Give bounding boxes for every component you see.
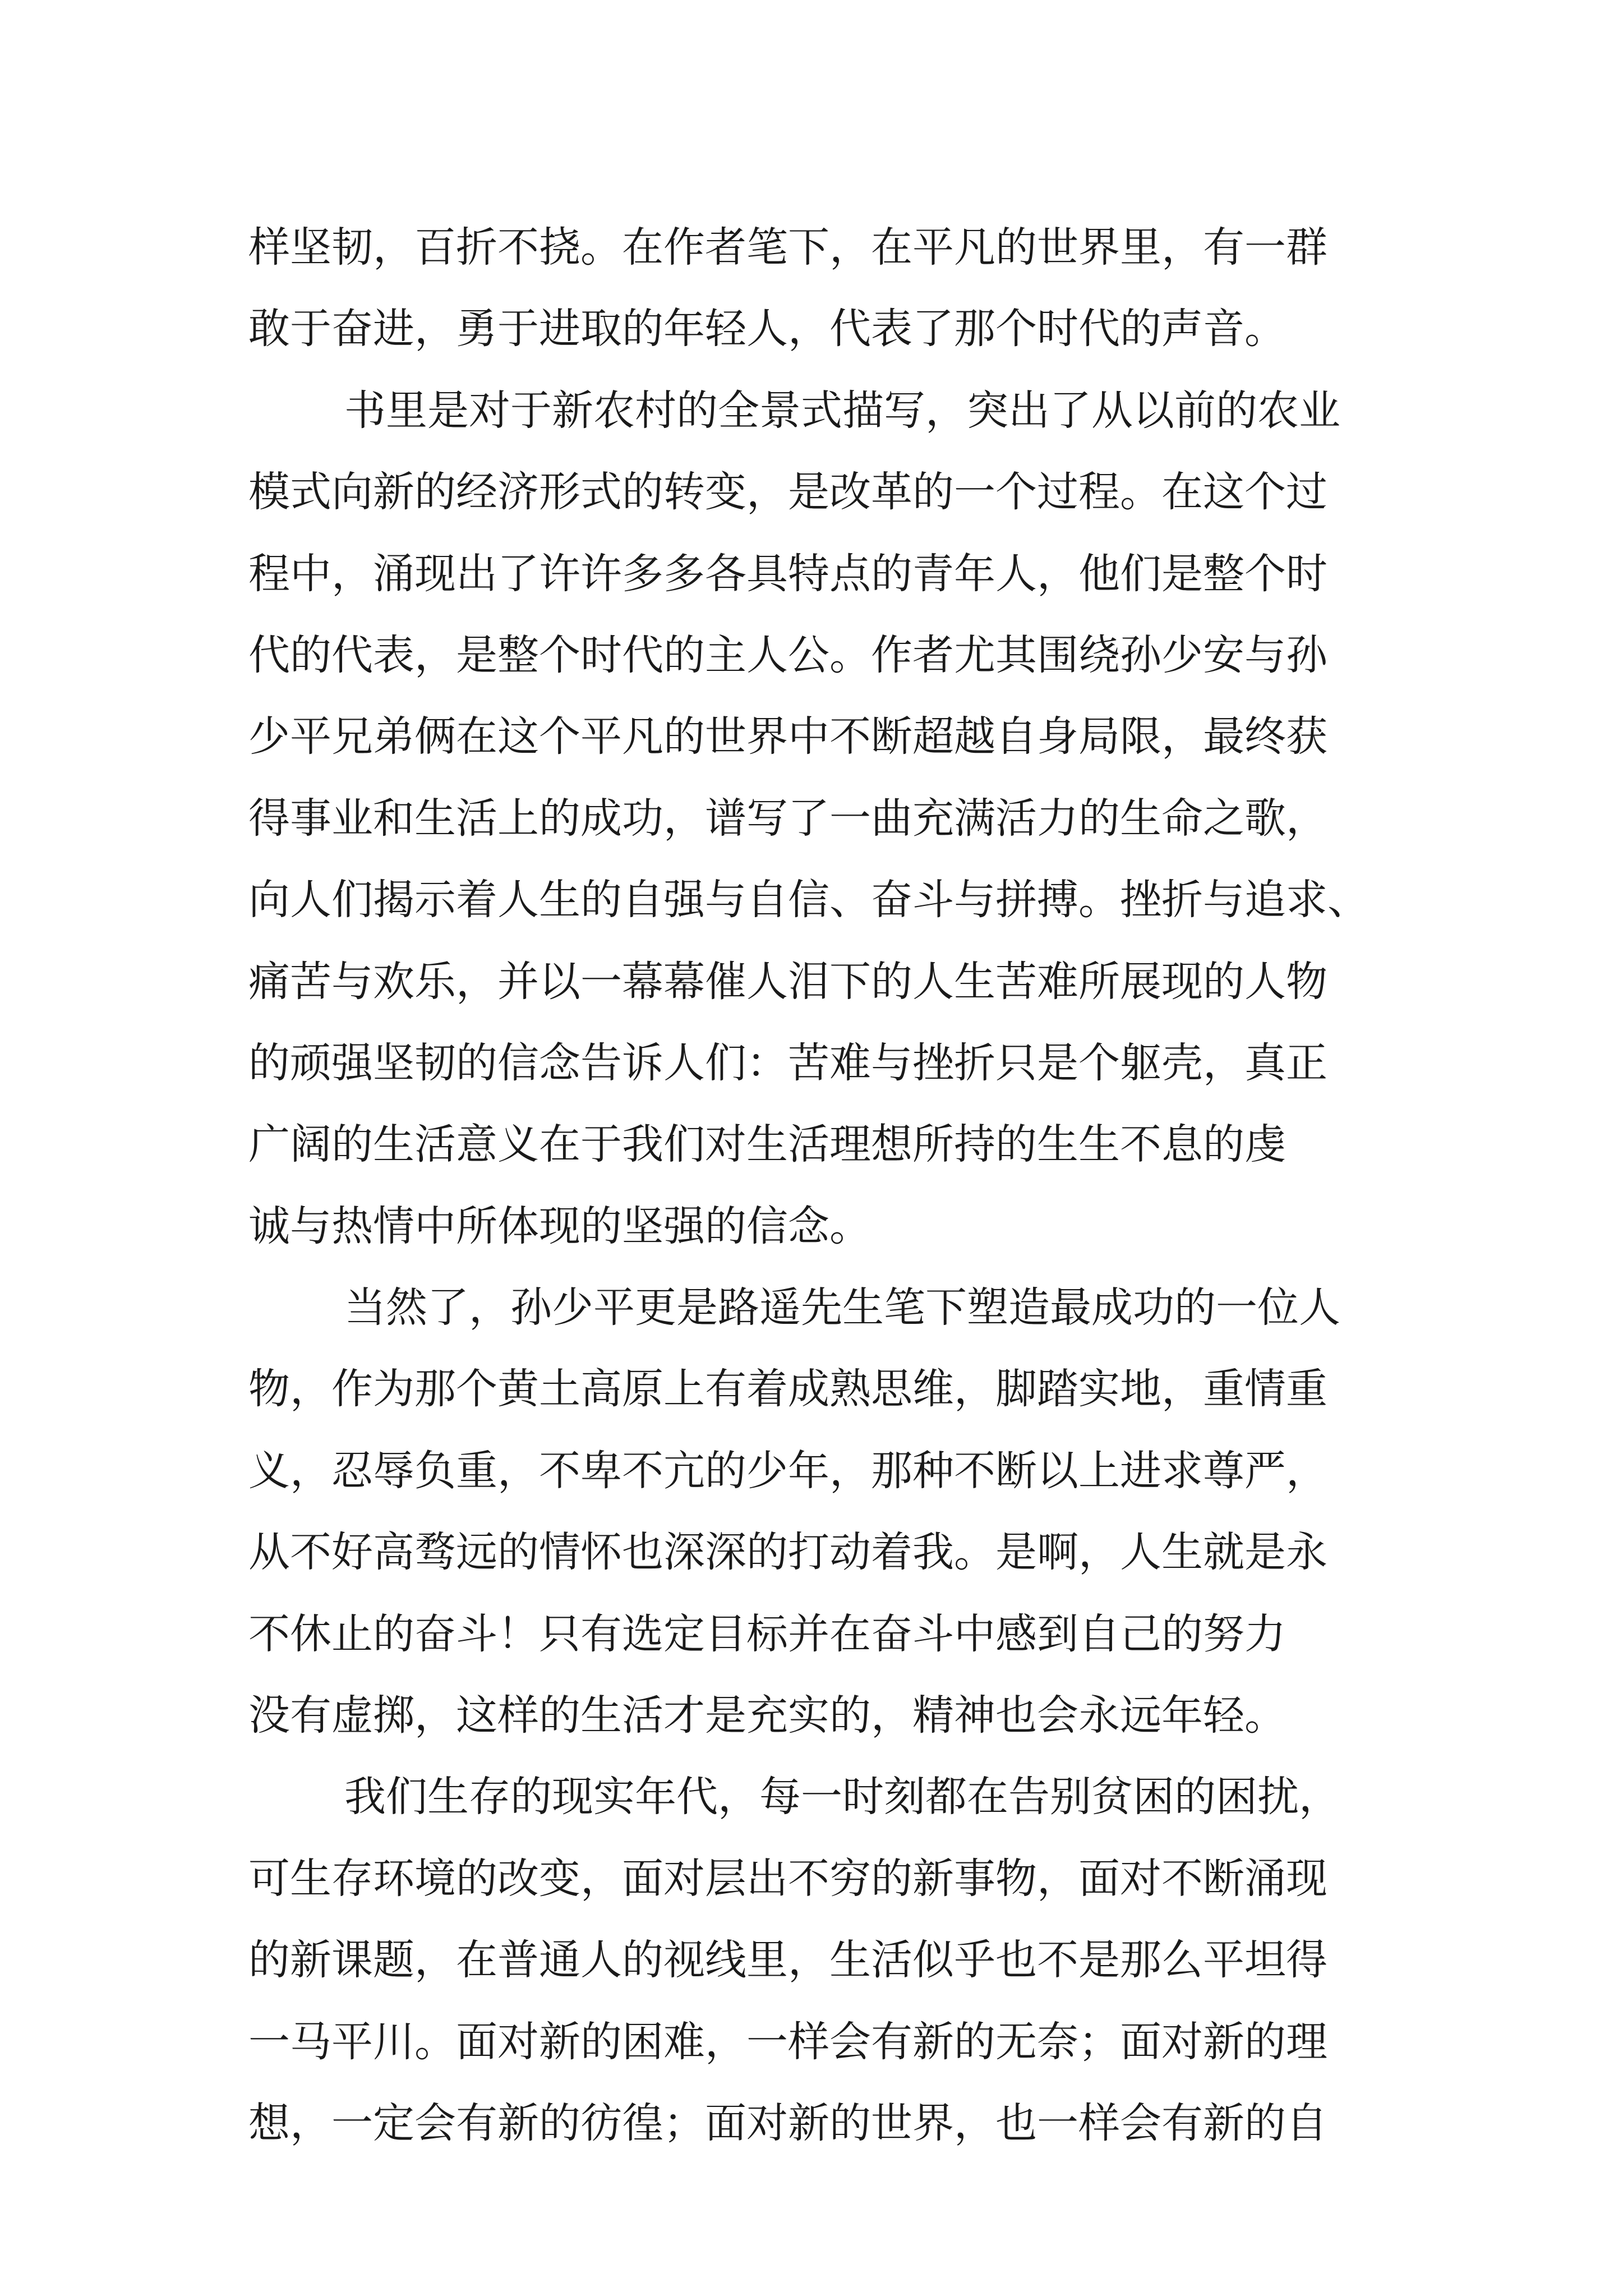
text-line: 得事业和生活上的成功，谱写了一曲充满活力的生命之歌， xyxy=(248,794,1327,843)
paragraph-first-line: 当然了，孙少平更是路遥先生笔下塑造最成功的一位人 xyxy=(344,1283,1340,1332)
text-line: 少平兄弟俩在这个平凡的世界中不断超越自身局限，最终获 xyxy=(248,712,1327,761)
text-line: 从不好高骛远的情怀也深深的打动着我。是啊，人生就是永 xyxy=(248,1528,1327,1577)
text-line: 不休止的奋斗！只有选定目标并在奋斗中感到自己的努力 xyxy=(248,1609,1286,1658)
text-line: 物，作为那个黄土高原上有着成熟思维，脚踏实地，重情重 xyxy=(248,1365,1327,1414)
text-line: 没有虚掷，这样的生活才是充实的，精神也会永远年轻。 xyxy=(248,1691,1286,1740)
text-line: 一马平川。面对新的困难，一样会有新的无奈；面对新的理 xyxy=(248,2017,1327,2066)
text-line: 敢于奋进，勇于进取的年轻人，代表了那个时代的声音。 xyxy=(248,305,1286,353)
text-line: 广阔的生活意义在于我们对生活理想所持的生生不息的虔 xyxy=(248,1120,1286,1169)
text-line: 程中，涌现出了许许多多各具特点的青年人，他们是整个时 xyxy=(248,549,1327,598)
paragraph-first-line: 书里是对于新农村的全景式描写，突出了从以前的农业 xyxy=(344,386,1340,435)
text-line: 的顽强坚韧的信念告诉人们：苦难与挫折只是个躯壳，真正 xyxy=(248,1038,1327,1087)
text-line: 可生存环境的改变，面对层出不穷的新事物，面对不断涌现 xyxy=(248,1854,1327,1903)
text-line: 义，忍辱负重，不卑不亢的少年，那种不断以上进求尊严， xyxy=(248,1446,1327,1495)
text-line: 想，一定会有新的彷徨；面对新的世界，也一样会有新的自 xyxy=(248,2099,1327,2147)
body-text xyxy=(248,207,1381,2164)
text-line: 模式向新的经济形式的转变，是改革的一个过程。在这个过 xyxy=(248,468,1327,517)
paragraph-first-line: 我们生存的现实年代，每一时刻都在告别贫困的困扰， xyxy=(344,1773,1340,1821)
text-line: 代的代表，是整个时代的主人公。作者尤其围绕孙少安与孙 xyxy=(248,631,1327,679)
text-line: 向人们揭示着人生的自强与自信、奋斗与拼搏。挫折与追求、 xyxy=(248,876,1369,924)
text-line: 痛苦与欢乐，并以一幕幕催人泪下的人生苦难所展现的人物 xyxy=(248,957,1327,1006)
text-line: 诚与热情中所体现的坚强的信念。 xyxy=(248,1202,871,1250)
text-line: 样坚韧，百折不挠。在作者笔下，在平凡的世界里，有一群 xyxy=(248,223,1327,272)
text-line: 的新课题，在普通人的视线里，生活似乎也不是那么平坦得 xyxy=(248,1936,1327,1985)
